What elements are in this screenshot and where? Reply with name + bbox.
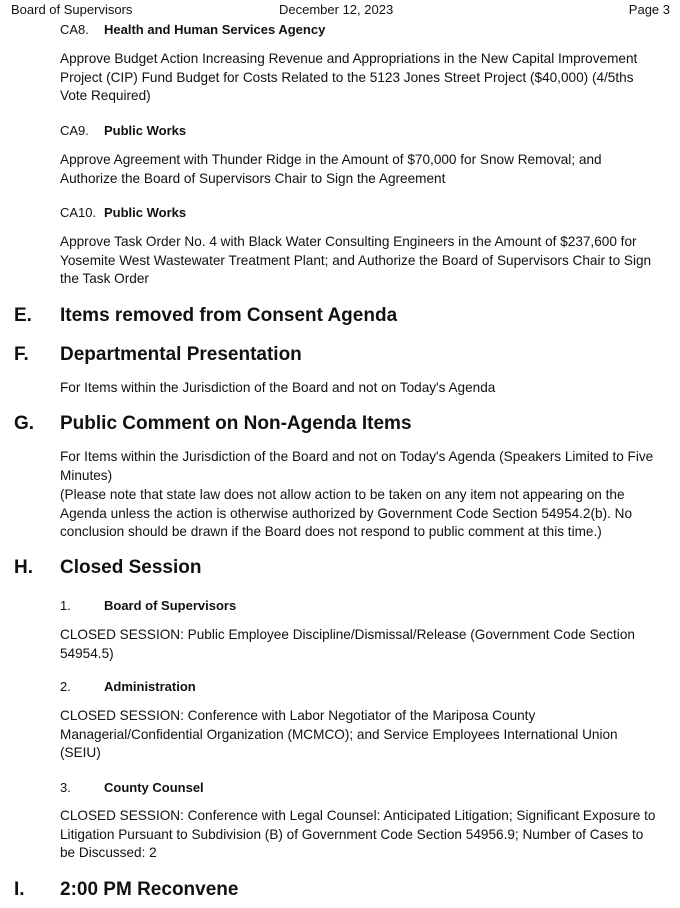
item-department: Health and Human Services Agency [104,22,326,37]
item-description: CLOSED SESSION: Conference with Legal Counsel: Anticipated Litigation; Significant Exposure to Litigation Pursuant to Subdivision (B) of Government Code Section 54956.9; Number of Cases to be Discussed: 2 [60,808,656,860]
section-heading-i [14,879,238,901]
section-g-disclaimer: (Please note that state law does not allow action to be taken on any item not appearing on the Agenda unless the action is otherwise authorized by Government Code Section 54954.2(b). No conclusion should be drawn if the Board does not respond to public comment at this time.) [60,487,633,539]
consent-item-heading [60,22,325,38]
item-department: County Counsel [104,780,204,795]
item-description: Approve Agreement with Thunder Ridge in the Amount of $70,000 for Snow Removal; and Authorize the Board of Supervisors Chair to Sign the Agreement [60,152,602,186]
section-title: Departmental Presentation [60,344,302,365]
consent-item-heading [60,123,186,139]
section-title: Public Comment on Non-Agenda Items [60,413,412,434]
item-department: Public Works [104,205,187,220]
section-letter: I. [14,879,25,900]
item-description: Approve Task Order No. 4 with Black Water Consulting Engineers in the Amount of $237,600 for Yosemite West Wastewater Treatment Plant; and Authorize the Board of Supervisors Chair to Sign the Task Order [60,234,652,286]
section-heading-g [14,413,412,435]
closed-session-item-heading [60,679,196,695]
section-letter: H. [14,557,33,578]
section-heading-f [14,344,302,366]
section-title: Items removed from Consent Agenda [60,305,398,326]
closed-session-item-heading [60,598,236,614]
item-number: CA10. [60,205,97,220]
item-number: 1. [60,598,71,613]
header-meeting-date: December 12, 2023 [279,2,394,17]
item-description: Approve Budget Action Increasing Revenue and Appropriations in the New Capital Improvement Project (CIP) Fund Budget for Costs Related to the 5123 Jones Street Project ($40,000) (4/5ths Vote Required) [60,51,638,103]
consent-item-heading [60,205,186,221]
header-board-name: Board of Supervisors [11,2,133,17]
item-description: CLOSED SESSION: Conference with Labor Negotiator of the Mariposa County Managerial/Confidential Organization (MCMCO); and Service Employees International Union (SEIU) [60,708,618,760]
section-heading-e [14,305,397,327]
section-heading-h [14,557,202,579]
item-description: CLOSED SESSION: Public Employee Discipline/Dismissal/Release (Government Code Section 54954.5) [60,627,635,661]
item-number: CA9. [60,123,89,138]
item-department: Public Works [104,123,187,138]
closed-session-item-heading [60,780,204,796]
item-number: 2. [60,679,71,694]
section-g-text: For Items within the Jurisdiction of the Board and not on Today's Agenda (Speakers Limited to Five Minutes) [60,449,654,483]
item-department: Administration [104,679,196,694]
header-page-number: Page 3 [628,2,670,17]
item-department: Board of Supervisors [104,598,237,613]
section-letter: G. [14,413,35,434]
section-letter: F. [14,344,29,365]
section-f-text: For Items within the Jurisdiction of the Board and not on Today's Agenda [60,380,496,395]
section-title: Closed Session [60,557,202,578]
section-letter: E. [14,305,32,326]
item-number: 3. [60,780,71,795]
item-number: CA8. [60,22,89,37]
section-title: 2:00 PM Reconvene [60,879,239,900]
